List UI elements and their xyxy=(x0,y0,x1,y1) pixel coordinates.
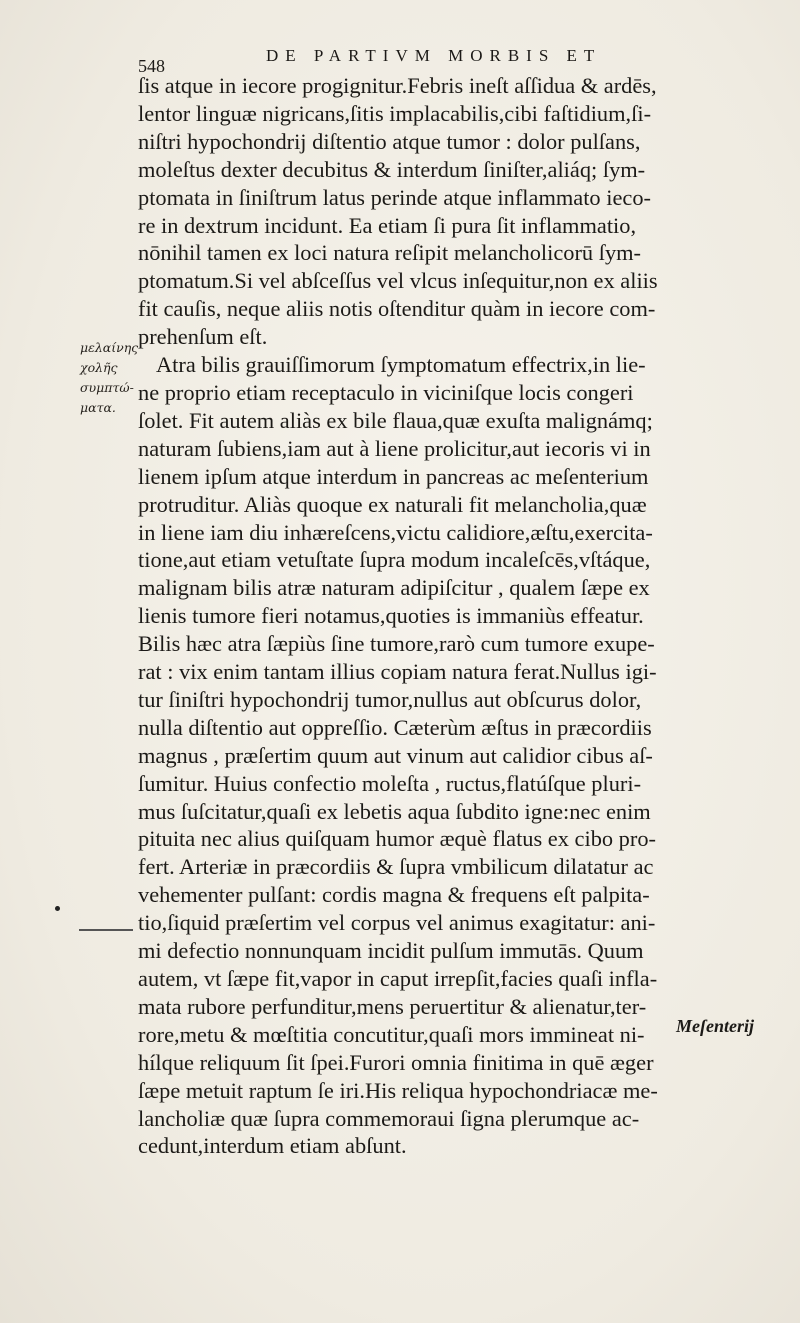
text-line: Atra bilis grauiſſimorum ſymptomatum effectrix,in lie- xyxy=(156,352,646,378)
text-line: ptomata in ſiniſtrum latus perinde atque inflammato ieco- xyxy=(138,184,651,210)
page-number: 548 xyxy=(138,56,165,76)
text-line: tur ſiniſtri hypochondrij tumor,nullus aut obſcurus dolor, xyxy=(138,686,642,712)
text-line: Bilis hæc atra ſæpiùs ſine tumore,rarò cum tumore exupe- xyxy=(138,631,655,657)
text-line: ſis atque in iecore progignitur.Febris ineſt aſſidua & ardēs, xyxy=(138,73,657,98)
text-line: pituita nec alius quiſquam humor æquè flatus ex cibo pro- xyxy=(138,826,656,852)
text-line: naturam ſubiens,iam aut à liene prolicitur,aut iecoris vi in xyxy=(138,435,651,461)
margin-note-line: ματα. xyxy=(80,400,116,415)
text-line: moleſtus dexter decubitus & interdum ſiniſter,aliáq; ſym- xyxy=(138,156,646,182)
running-title: DE PARTIVM MORBIS ET xyxy=(266,46,602,65)
ink-dot xyxy=(55,906,60,911)
margin-note xyxy=(80,338,139,418)
text-line: ſumitur. Huius confectio moleſta , ructus,flatúſque pluri- xyxy=(138,770,642,796)
body-text xyxy=(138,72,760,1160)
text-line: vehementer pulſant: cordis magna & frequens eſt palpita- xyxy=(138,882,650,908)
text-line: lienis tumore fieri notamus,quoties is immaniùs effeatur. xyxy=(138,603,644,629)
text-line: in liene iam diu inhæreſcens,victu calidiore,æſtu,exercita- xyxy=(138,519,653,545)
text-line: cedunt,interdum etiam abſunt. xyxy=(138,1133,407,1159)
text-line: ſæpe metuit raptum ſe iri.His reliqua hypochondriacæ me- xyxy=(138,1077,658,1103)
text-line: fit cauſis, neque aliis notis oſtenditur quàm in iecore com- xyxy=(138,296,656,322)
margin-note-line: μελαίνης xyxy=(80,340,139,355)
text-line: ptomatum.Si vel abſceſſus vel vlcus inſequitur,non ex aliis xyxy=(138,268,658,294)
text-line: mi defectio nonnunquam incidit pulſum immutās. Quum xyxy=(138,938,644,964)
catchword: Meſenterij xyxy=(676,1016,754,1036)
text-line: nulla diſtentio aut oppreſſio. Cæterùm æſtus in præcordiis xyxy=(138,714,652,740)
text-line: tio,ſiquid præſertim vel corpus vel animus exagitatur: ani- xyxy=(138,910,656,936)
margin-note-line: συμπτώ- xyxy=(80,380,134,395)
text-line: hílque reliquum ſit ſpei.Furori omnia finitima in quē æger xyxy=(138,1049,654,1075)
margin-note-line: χολῆς xyxy=(80,360,118,375)
text-line: fert. Arteriæ in præcordiis & ſupra vmbilicum dilatatur ac xyxy=(138,854,654,880)
text-line: malignam bilis atræ naturam adipiſcitur , qualem ſæpe ex xyxy=(138,575,650,601)
text-line: mata rubore perfunditur,mens peruertitur & alienatur,ter- xyxy=(138,993,647,1019)
text-line: prehenſum eſt. xyxy=(138,324,268,350)
text-line: autem, vt ſæpe fit,vapor in caput irrepſit,facies quaſi infla- xyxy=(138,966,658,991)
text-line: rore,metu & mœſtitia concutitur,quaſi mors immineat ni- xyxy=(138,1021,645,1047)
text-line: ſolet. Fit autem aliàs ex bile flaua,quæ exuſta malignámq; xyxy=(138,407,653,433)
text-line: magnus , præſertim quum aut vinum aut calidior cibus aſ- xyxy=(138,742,653,768)
text-line: lancholiæ quæ ſupra commemoraui ſigna plerumque ac- xyxy=(138,1105,640,1131)
text-line: niſtri hypochondrij diſtentio atque tumor : dolor pulſans, xyxy=(138,128,641,154)
text-line: lentor linguæ nigricans,ſitis implacabilis,cibi faſtidium,ſi- xyxy=(138,100,652,126)
text-line: protruditur. Aliàs quoque ex naturali fit melancholia,quæ xyxy=(138,491,647,517)
text-line: tione,aut etiam vetuſtate ſupra modum incaleſcēs,vſtáque, xyxy=(138,547,651,573)
text-line: ne proprio etiam receptaculo in viciniſque locis congeri xyxy=(138,379,634,405)
text-line: rat : vix enim tantam illius copiam natura ferat.Nullus igi- xyxy=(138,659,657,685)
text-line: mus ſuſcitatur,quaſi ex lebetis aqua ſubdito igne:nec enim xyxy=(138,798,651,824)
text-line: lienem ipſum atque interdum in pancreas ac meſenterium xyxy=(138,463,649,489)
margin-rule xyxy=(79,929,133,931)
text-line: nōnihil tamen ex loci natura reſipit melancholicorū ſym- xyxy=(138,240,642,266)
text-line: re in dextrum incidunt. Ea etiam ſi pura ſit inflammatio, xyxy=(138,212,637,238)
